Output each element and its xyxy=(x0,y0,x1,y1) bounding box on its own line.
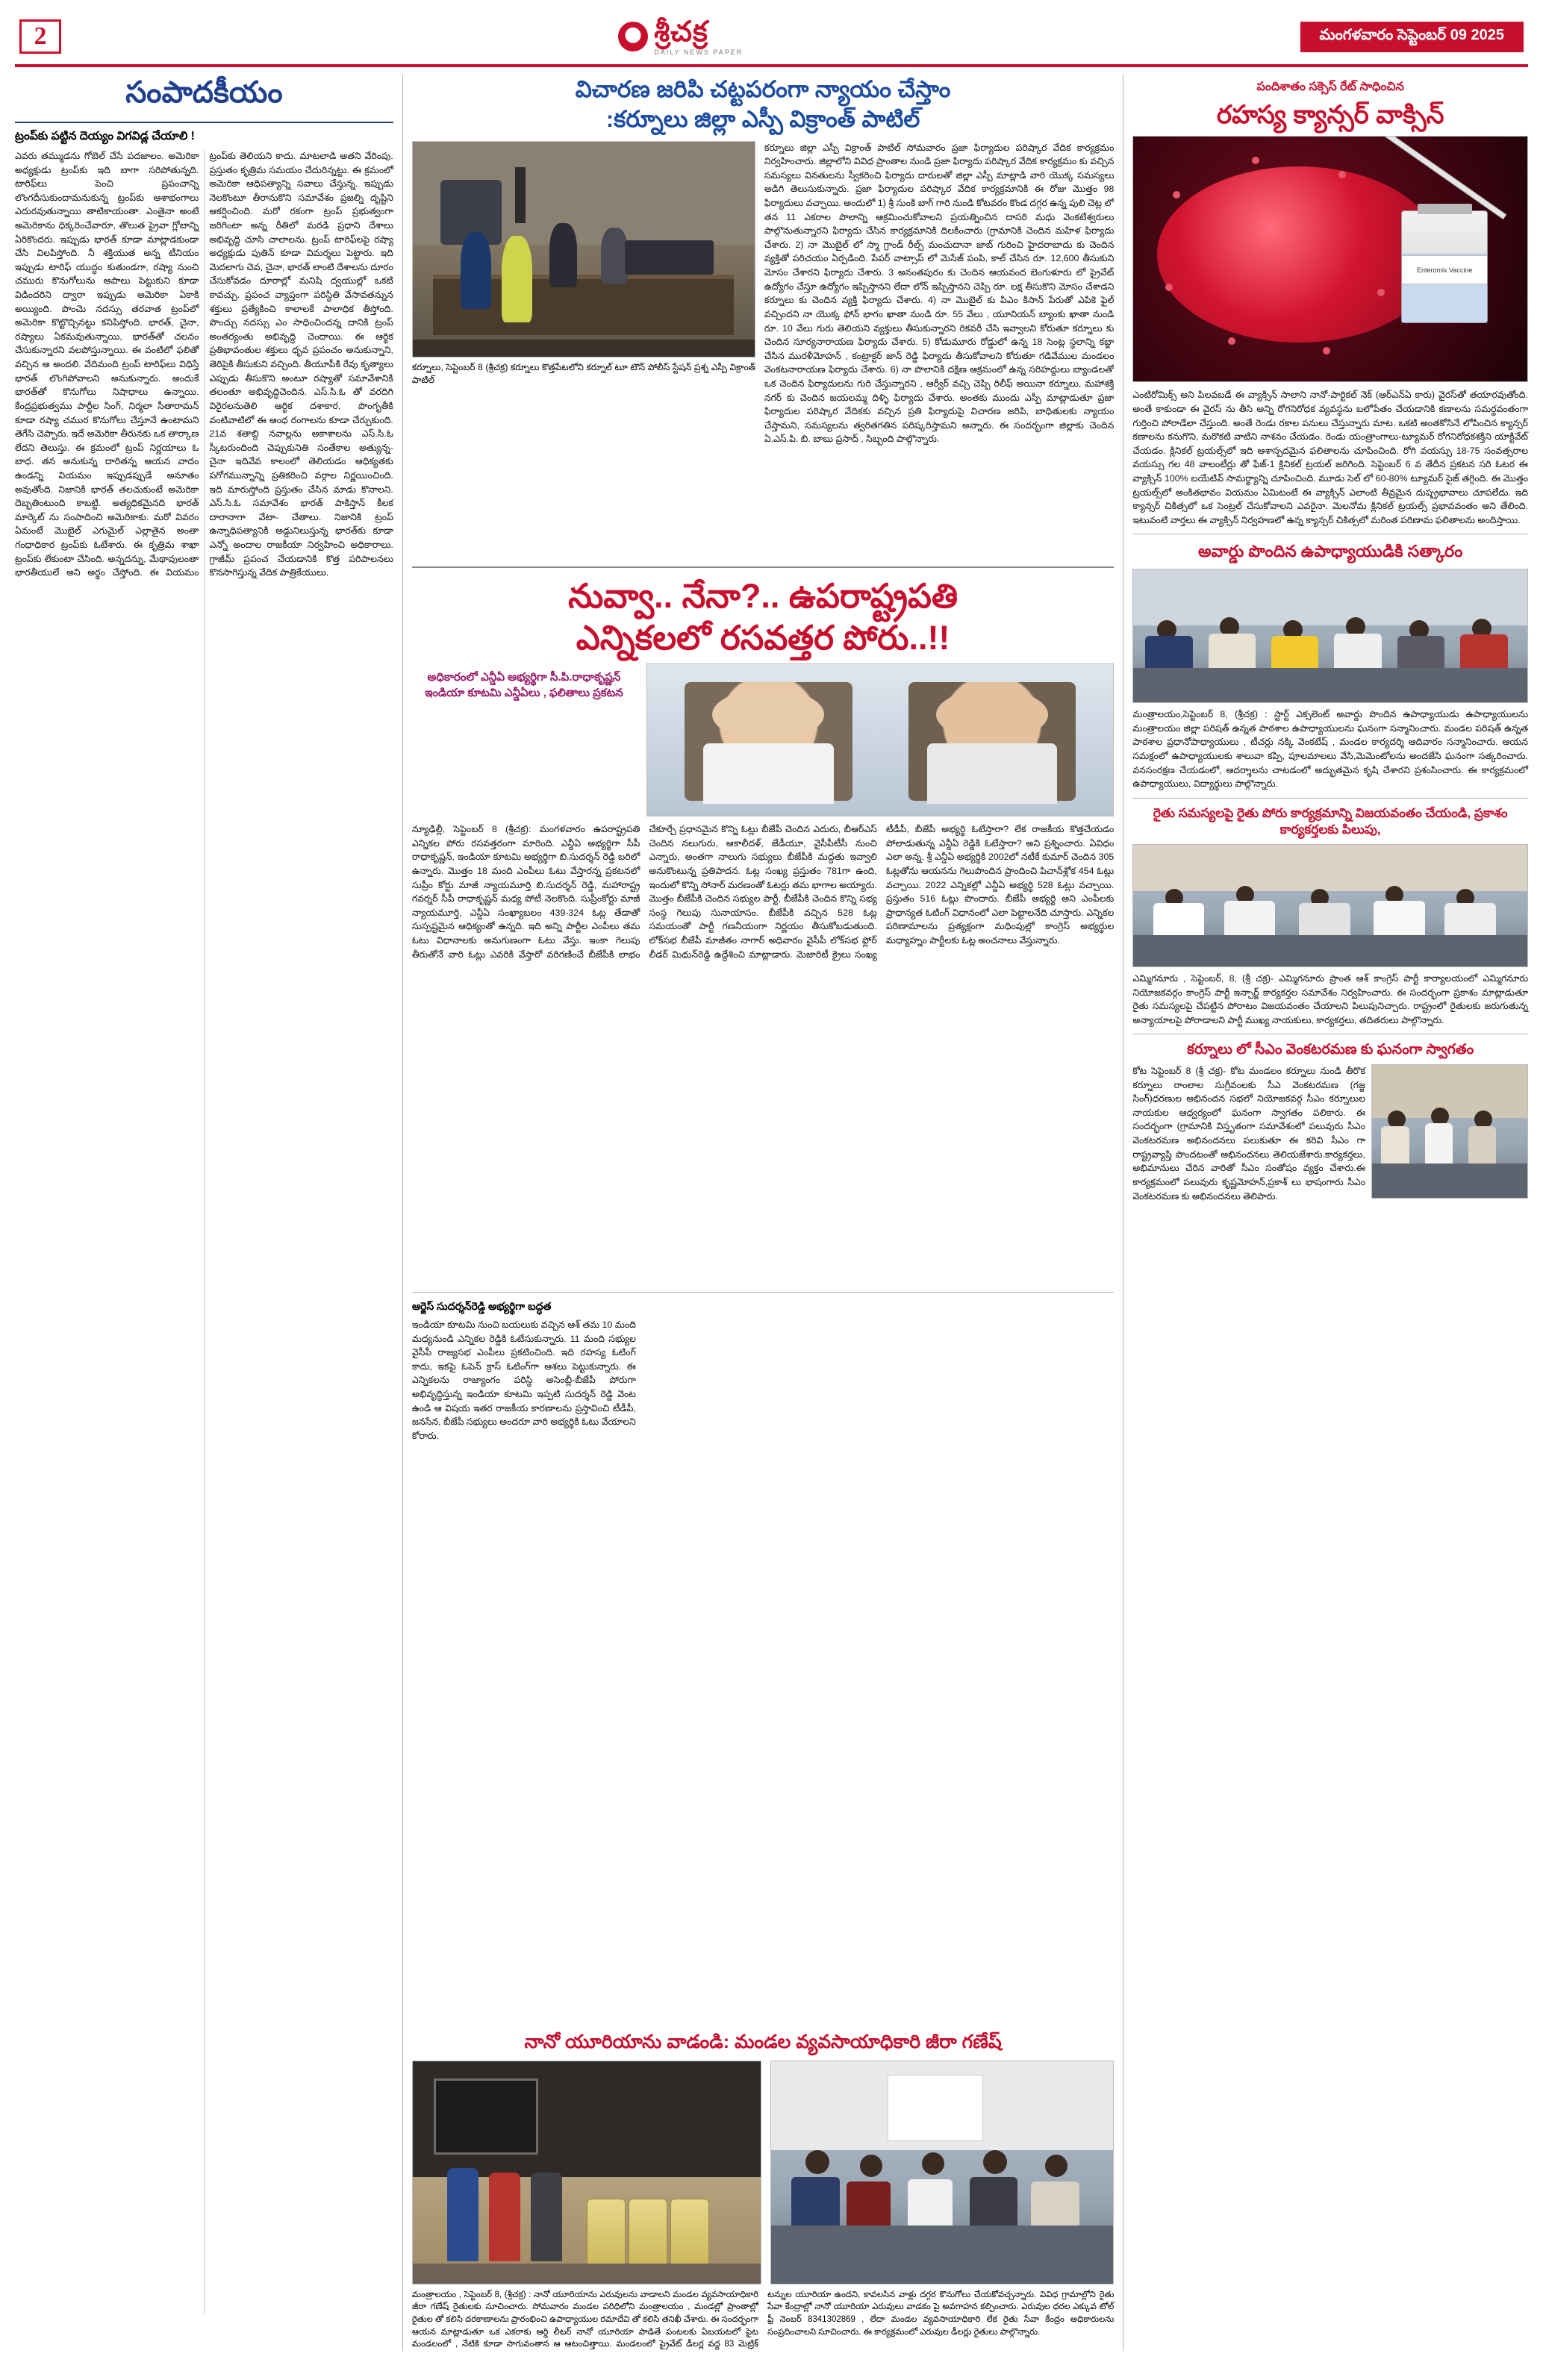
main-headline-line1: విచారణ జరిపి చట్టపరంగా న్యాయం చేస్తాం xyxy=(575,76,951,102)
main-headline-line2: :కర్నూలు జిల్లా ఎస్పీ విక్రాంత్ పాటిల్ xyxy=(605,106,920,133)
farmer-meeting-photo xyxy=(1132,844,1528,967)
cm-headline: కర్నూలు లో సీఎం వెంకటరమణ కు ఘనంగా స్వాగతం xyxy=(1187,1042,1474,1058)
award-headline: అవార్డు పొందిన ఉపాధ్యాయుడికి సత్కారం xyxy=(1197,542,1463,561)
editorial-subtitle: ట్రంప్‌కు పట్టిన దెయ్యం విగవిడ్ల చేయాలి ! xyxy=(15,130,195,143)
vp-headline-line1: నువ్వా.. నేనా?.. ఉపరాష్ట్రపతి xyxy=(568,576,958,615)
vaccine-body: ఎంటిరోమిక్స్ అని పిలవబడే ఈ వ్యాక్సిన్ సాలాని నానో-పార్టికల్ నెక్ (ఆర్ఎన్ఏ కారు) వైరస్‌తో తయారవుతోంది. అంతే కాకుండా ఈ వైరస్ ను తీసి అన్ని రోగనిరోధక వ్యవస్థను బలోపేతం చేయడానికి కణాలను సమర్థవంతంగా గుర్తించి పోరాడేలా చేస్తుంది. అంతే రెండు రకాల పనులు చేస్తున్నారు మాట. ఒకటి అంతకోసినే లోపించిన క్యాన్సర్ కణాలను కనుగొని, మరొకటి వాటిని నాశనం చేయడం. రెండు యంత్రాంగాలు-ట్యూమర్ రోగనిరోధకశక్తిని యాక్టివేట్ చేయడం. క్లినికల్ ట్రయల్స్‌లో ఇది ఆశాస్పదమైన ఫలితాలను చూపించింది. రోగి వయస్సు 18-75 సంవత్సరాల వయస్సు గల 48 వాలంటీర్లు తో ఫేజ్-1 క్లినికల్ ట్రయల్ జరిగింది. సెప్టెంబర్ 6 వ తేదీన ప్రకటన సరి ఓటర ఈ వ్యాక్సిన్ 100% బయేటివ్ సామర్థ్యాన్ని చూపించింది. మూడు సెల్ లో 60-80% ట్యూమర్ సైజ్ తగ్గింది. ఈ మొత్తం ట్రయల్స్‌లో అంకితభావం వియమం ఏమిటంటే ఈ వ్యాక్సిన్ ఎలాంటి తీవ్రమైన దుష్ప్రభావాలు చూపలేదు. ఇది క్యాన్సర్ చికిత్సలో ఒక సెంట్రల్ చేసుకోవాలని ఎవరైనా. మెలనోమ క్లినికల్ ట్రయల్స్ ప్రభావవంతం అని తేలింది. ఇటువంటి వార్తలు ఈ వ్యాక్సిన్ నిర్వహణలో ఉన్న క్యాన్సర్ చికిత్సలో మరింత పరిణామ ఫలితాలను అందిస్తాయి. xyxy=(1132,390,1528,525)
agri-headline: నానో యూరియాను వాడండి: మండల వ్యవసాయాధికారి జీరా గణేష్ xyxy=(524,2031,1002,2053)
editorial-column xyxy=(15,75,393,2351)
main-headline xyxy=(412,75,1114,135)
newspaper-logo xyxy=(61,18,1300,56)
legal-body: ఇండియా కూటమి నుంచి బయలుకు వచ్చిన ఆశ్ తమ 10 మంది మధ్యనుండి ఎన్నికల రెడ్డికి ఓటేసుకున్నారు. 11 మంది సభ్యుల వైసీపీ రాజ్యసభ ఎంపీలు ప్రకటించింది. ఇది రహస్య ఓటింగ్ కాదు, ఇకపై ఓపెన్ క్రాస్ ఓటింగ్‌గా ఆశలు పెట్టుకున్నారు. ఈ ఎన్నికలను రాజ్యాంగం పరిస్థి అసెంబ్లీ-బీజేపీ పోరుగా అభివృద్ధిస్తున్న ఇండియా కూటమి ఇప్పటి సుదర్శన్ రెడ్డి వెంట ఉండి ఆ విషయ ఇతర రాజకీయ కారణాలను ప్రస్తావించి టీడీపీ, జనసేన, బీజేపీ సభ్యులు అందరూ వారి అభ్యర్థికి ఓటు వేయాలని కోరారు. xyxy=(411,1319,636,1441)
vaccine-vial xyxy=(1401,210,1488,323)
vp-candidates-photo xyxy=(646,663,1114,816)
page-columns xyxy=(15,75,1528,2351)
agri-caption: మంత్రాలయం , సెప్టెంబర్ 8, (శ్రీచక్ర) : నానో యూరియాను ఎరువులను వాడాలని మండల వ్యవసాయాధికారి జీరా గణేష్ రైతులకు సూచించారు. సోమవారం మండల పరిధిలోని మంత్రాలయం , మండల్లో ప్రాంతాల్లో రైతుల తో కలిసి దరకాణాలను ప్రారంభించి ఉపాధ్యాయుల రమాదేవి తో కలిసి తనిఖీ చేశారు. ఈ సందర్భంగా ఆయన మాట్లాడుతూ ఒక ఎకరాకు ఆర్డి లీటర్ నానో యూరియా పాడితే పంటలకు ఏబయటలో పైట మండలంలో , నేటికి కూడా సాగువంతాన ఆ ఆటంచిత్తాయి. మండలంలో ప్రైవేట్ డీలర్ల వద్ద 83 మెట్రిక్ టన్నుల యూరియా ఉందని, కావలసిన వాళ్లు దగ్గర కొనుగోలు చేయకోవచ్చన్నారు. వివిధ గ్రామాల్లోని రైతు సేవా కేంద్రాల్లో నానో యూరియా ఎరువులు వాడకం పై అవగాహన కల్పించారు. ఎరువుల ధరల ఎక్కువ టోల్ ఫ్రీ నెంబర్ 8341302869 , లేదా మండల వ్యవసాయాధికారి లేక రైతు సేవా కేంద్రం అధికారులను సంప్రదించాలని సూచించారు. ఈ కార్యక్రమంలో ఎరువుల డీలర్లు రైతులు పాల్గొన్నారు. xyxy=(411,2290,1115,2349)
logo-mark-icon xyxy=(618,22,648,51)
main-story-body: కర్నూలు జిల్లా ఎస్పీ విక్రాంత్ పాటిల్ సోమవారం ప్రజా ఫిర్యాదుల పరిష్కార వేదిక కార్యక్రమం నిర్వహించారు. జిల్లాలోని వివిధ ప్రాంతాల నుండి ప్రజా ఫిర్యాదు పరిష్కార వేదిక కార్యక్రమం కు వచ్చిన సమస్యలు వినతులను స్వీకరించి ఫిర్యాదు దారులతో జిల్లా ఎస్పీ మాట్లాడి వారి యొక్క సమస్యలు అడిగి తెలుసుకున్నారు. ప్రజా ఫిర్యాదుల పరిష్కార వేదిక కార్యక్రమానికి ఈ రోజు మొత్తం 98 ఫిర్యాదులు వచ్చాయి. అందులో 1) శ్రీ సుంకి బాగ్ గారి నుండి కోటవరం కొండ దగ్గర ఉన్న పులి చెట్ల లో తన 11 ఎకరాల పొలాన్ని ఆక్రమించుకోవాలని ప్రయత్నించిన దాసరి మధు వెంకటేశ్వరులు పాల్గొనుతున్నారని ఫిర్యాదు చేసిన కార్యక్రమానికి దిలకించారు (గ్రామానికి చెందిన మహిళ ఫిర్యాదు చేశారు. 2) నా మొబైల్ లో స్మా గ్రాండ్ రీల్స్ మంచుదానా జాబ్ గురించి హైదరాబాదు కు చెందిన వ్యక్తితో పరిచయం ఏర్పడింది. పేపర్ వాట్సాప్ లో మెసేజ్ పంపి, కాల్ చేసిన రూ. 12,600 తీసుకుని మోసం చేశారని ఫిర్యాదు చేశారు. 3 అనంతపురం కు చెందిన ఆయవంద బెంగుళూరు లో ప్రైవేట్ ఉద్యోగం చేస్తూ ఉద్యోగం ఇప్పిస్తానని లేదా లోన్ ఇప్పిస్తానని చెప్పి రూ. లక్ష తీసుకొని మోసం చేశాడని కర్నూలు కు చెందిన వ్యక్తి ఫిర్యాదు చేశారు. 4) నా మొబైల్ కు పిఎం కిసాన్ పేరుతో ఎపికె ఫైల్ వచ్చిందని నా యొక్క ఫోన్ భాగం ఖాతా నుండి రూ. 55 వేలు , యూనియన్ బ్యాంకు ఖాతా నుండి రూ. 10 వేలు గురు తెలియని వ్యక్తులు తీసుకున్నారని రికవరీ చేసి ఇవ్వాలని కోరుతూ కర్నూలు కు చెందిన సూర్యనారాయణ ఫిర్యాదు చేశారు. 5) కోడుమూరు రోడ్డులో ఉన్న 18 సెంట్ల స్థలాన్ని కబ్జా చేసిన మురళీమోహన్ , కంట్రాక్టర్ జాన్ రెడ్డి ఫిర్యాదు తీసుకోవాలని కోరుతూ గడివేముల మండలం వెంకటనారాయణ ఫిర్యాదు చేశారు. 6) నా పొలానికి దక్షిణ ఆక్రమంలో ఉన్న సరిహద్దులు బ్యాండలతో ఒక చెందిన ఫిర్యాదులను గురి చేస్తున్నారని , ఆర్వీర్ వచ్చి చెప్పి రిలీఫ్ అయినా కర్నూలు, మహాశక్తి నగర్ కు చెందిన జయలమ్మ దిళ్ళి ఫిర్యాదు చేశారు. అంతకు ముందు ఎస్పీ మాట్లాడుతూ ప్రజా ఫిర్యాదుల పరిష్కార వేదికకు వచ్చిన ప్రతి ఫిర్యాదుపై విచారణ జరిపి, బాధితులకు న్యాయం చేస్తామని, సమస్యలను త్వరితగతిన పరిష్కరిస్తామని అన్నారు. ఈ సందర్భంగా జిల్లాకు చెందిన ఏ.ఎస్.పి. బి. బాబు ప్రసాద్ , సిబ్బంది పాల్గొన్నారు. xyxy=(764,142,1115,445)
sp-meeting-photo xyxy=(412,141,755,357)
award-body: మంత్రాలయం,సెప్టెంబర్ 8, (శ్రీచక్ర) : స్టార్ట్ ఎక్సలెంట్ అవార్డు పొందిన ఉపాధ్యాయుడు ఉపాధ్యాయులను మంత్రాలయం జిల్లా పరిషత్ ఉన్నత పాఠశాల ఉపాధ్యాయులను ఘనంగా సన్మానించారు. మండల పరిషత్ ఉన్నత పాఠశాల ప్రధానోపాధ్యాయులు , టీచర్లు నక్కి వెంకటేష్ , మండల కార్యదర్శి ఆదివారం సన్మానించారు. ఆయన సమక్షంలో ఉపాధ్యాయులకు శాలువా కప్పి, పూలమాలలు వేసి,మెమెంటోలను అందజేసి ఘనంగా సత్కరించారు. వనసంరక్షణ చేయడంలో, ఆదర్శాలను చాటడంలో అద్భుతమైన కృషి చేశారని ప్రశంసించారు. ఈ కార్యక్రమంలో ఉపాధ్యాయులు, విద్యార్థులు పాల్గొన్నారు. xyxy=(1132,709,1528,790)
logo-subtext: DAILY NEWS PAPER xyxy=(654,48,744,56)
vp-headline-line2: ఎన్నికలలో రసవత్తర పోరు..!! xyxy=(576,618,950,657)
agri-photo-1 xyxy=(412,2061,761,2284)
logo-text: శ్రీచక్ర xyxy=(654,16,708,48)
vp-story-body: న్యూఢిల్లీ, సెప్టెంబర్ 8 (శ్రీచక్ర): మంగళవారం ఉపరాష్ట్రపతి ఎన్నికల పోరు రసవత్తరంగా మారింది. ఎన్డీఏ అభ్యర్థిగా సీపీ రాధాకృష్ణన్, ఇండియా కూటమి అభ్యర్థిగా బి.సుదర్శన్ రెడ్డి బరిలో ఉన్నారు. మొత్తం 18 మంది ఎంపీలు ఓటు వేస్తారన్న ప్రకటనలో సుప్రీం కోర్టు మాజీ న్యాయమూర్తి బి.సుదర్శన్ రెడ్డి, మహారాష్ట్ర గవర్నర్ సీపీ రాధాకృష్ణన్ మధ్య పోటీ నెలకొంది. సుప్రీంకోర్టు మాజీ న్యాయమూర్తి, ఎన్డీఏ సంఖ్యాబలం 439-324 ఓట్ల తేడాతో సుస్పష్టమైన ఆధిక్యంతో ఉన్నది. ఇది అన్ని పార్టీల ఎంపీలు తమ ఓటు విధానాలకు అనుగుణంగా ఓటు వేస్తు. ఇంకా గెలుపు తీరుతోనే వారి ఓట్లు ఎవరికి వేస్తారో వరిగణించే బీజేపీకి లాభం చేకూర్చే ప్రధానమైన కొన్ని ఓట్లు బీజేపీ చెందిన ఎదురు, బీఆర్ఎస్ చెందిన నలుగురు, ఆకాలీదళ్, జేడీయూ, వైసీపీటీసీ నుంచి ఎన్నారు, అంతగా నాలుగు సభ్యులు బీజేపీకి మద్దతు ఇవ్వాలి అనుకొంటున్న ప్రతిపాదన. ఓట్ల సంఖ్య ప్రస్తుతం 781గా ఉంది, ఇందులో కొన్ని సోనార్ మరణంతో ఓటర్లు తమ భాగాల అయ్యారు. మొత్తం బీజేపీకి చెందిన సభ్యుల పార్టీ, బీజేపీకి చెందిన కొన్ని సభ్య సంస్థ గెలుపు సునాయాసం. బీజేపీకి వచ్చిన 528 ఓట్ల సమయంతో పార్టీ గణనీయంగా నిర్ణయం తీసుకోబడుతుంది. లోక్‌సభ బీజేపీ మాజీతం నాగార్ అధివారం వైసీపీ లోక్‌సభ ఫ్లోర్ లీడర్ మిథున్‌రెడ్డి ఉద్దేశించి మాట్లాడారు. మెజారిటీ క్రైలు సంఖ్య టీడీపీ, బీజేపీ అభ్యర్థి ఓటేస్తారా? లేక రాజకీయ కొత్తచేయడం పోలాడుతున్న ఎన్డీఏ రెడ్డికి ఓటేస్తారా? అని ప్రశ్నించారు. ఏవిధం ఎలా అన్న, శ్రీ ఎన్డీఏ అభ్యర్థికి 2002లో నటీకే కుమార్ చెందిన 305 ఓట్లతోను ఆయనను గెలుపొందిన ప్రాందించి పిచాన్‌శ్లోక 454 ఓట్లు వచ్చాయి. 2022 ఎన్నికల్లో ఎన్డీఏ అభ్యర్థి 528 ఓట్లు వచ్చాయి. ప్రస్తుతం 516 ఓట్లు పొందారు. బీజేపీ అభ్యర్థి అని ఎంపీలకు ప్రాధాన్యత ఓటింగ్ విధానంలో ఎలా పెట్టాలనేది చూస్తారు. ఎన్నికల పరిణామాలను ప్రత్యక్షంగా మధింపుల్లో కాంగ్రెస్ అభ్యర్థుల మధ్యాహ్నం పార్టీలకు ఓట్ల అంచనాలు వేస్తున్నారు. xyxy=(411,824,1115,960)
date-line: మంగళవారం సెప్టెంబర్ 09 2025 xyxy=(1300,22,1524,52)
section-divider-2 xyxy=(412,1292,1114,1293)
right-column xyxy=(1132,75,1528,2351)
masthead xyxy=(15,13,1528,67)
award-photo xyxy=(1132,569,1528,703)
right-divider-2 xyxy=(1132,798,1528,799)
virus-illustration xyxy=(1157,166,1441,343)
cm-welcome-photo xyxy=(1371,1064,1528,1199)
vaccine-headline: రహస్య క్యాన్సర్ వాక్సిన్ xyxy=(1216,100,1444,129)
section-divider xyxy=(412,566,1114,568)
editorial-title: సంపాదకీయం xyxy=(15,75,393,123)
farmer-body: ఎమ్మిగనూరు , సెప్టెంబర్, 8, (శ్రీ చక్ర)- ఎమ్మిగనూరు ప్రాంత ఆశ్ కాంగ్రెస్ పార్టీ కార్యాలయంలో ఎమ్మిగనూరు నియోజకవర్గం కాంగ్రెస్ పార్టీ ఇన్చార్జ్ కార్యకర్తల సమావేశం నిర్వహించారు. ఈ సందర్భంగా ప్రకాశం మాట్లాడుతూ రైతు సమస్యలపై చేపట్టిన పోరాటం విజయవంతం చేయాలని పిలుపునిచ్చారు. రాష్ట్రంలో రైతులకు జరుగుతున్న అన్యాయాలపై పోరాడాలని పార్టీ ముఖ్య నాయకులు, కార్యకర్తలు, తదితరులు పాల్గొన్నారు. xyxy=(1132,972,1528,1025)
vaccine-photo xyxy=(1132,136,1528,382)
editorial-body: ఎవరు తమ్ముడను గోబెల్ చేసే పదజాలం. అమెరికా అధ్యక్షుడు ట్రంప్‌కు ఇది బాగా సరిపోతున్నది. టారిఫ్‌లు పెంచి ప్రపంచాన్ని లొంగదీసుకుందామనుకున్న ట్రంప్‌కు ఆశాభంగాలు ఎదురవుతున్నాయి తాటికాయంతా. ఎంతైనా అంటే అమెరికాను ధిక్కరించేవారూ, తొలుత ప్రైవా గ్లోబాన్ని ఏరికొందరు. ఇప్పుడు భారత్ కూడా మాట్లాడకుండా చేసి విలపిస్తోంది. నీ శక్తియుత అన్న టీనియం ఇప్పుడు టారిఫ్ యుద్ధం కుతుండగా, రష్యా నుంచి చమురు కొనుగోలును ఆపాలు పెట్టుకుని కూడా విడిందరిని ద్వారా ఇప్పుడు అమెరికా ఏకాకి అయ్యింది. పొంచెు నదస్సు తరవాత ట్రంప్‌లో అమెరికా కొట్టొచ్చినట్టు కనిపిస్తోంది. భారత్, చైనా, రష్యాలు ఏకమవుతున్నాయి, భారత్‌తో చలనం చేసుకున్నారని వలపోస్తున్నాయి. ఈ వంటిలో ఫలితో వచ్చిన ఆ అందలి. వేదిమంది ట్రంప్ టారిఫ్‌లు విధిస్తే భారత్ లొంగిపోవాలని అనుకున్నారు. అందుకే భారత్‌తో కొనుగోలు నిషాధాలు ఉన్నాయి. కేంద్రప్రభుత్వము పార్టీల సింగ్, నిర్మలా సీతారామన్ కూడా రష్యా చముర కొనుగోలు చేస్తూనే ఉంటామని తెగేసి చెప్పారు. ఇదే అమెరికా తీరునకు ఒక తార్కాణ లేదని తెలుస్తు. ఈ క్రమంలో ట్రంప్ నిర్ణయాలు ఓ బాధ. తన అనుకున్న దారితన్న ఆయన వాదం ఉండన్ని వియమం ఇప్పుడప్పుడే అనూతం అవుతోంది. నిజానికి భారత్ తలచుకుంటే అమెరికా దెబ్బతింటుంది కాబట్టి. అత్యధికమైనది భారత్ మార్కెట్ ను సంపాదించి అమెరికాకు. మరో వివరం ఏమంటే మొబైల్ ఎగుమైల్ ఎల్లాతైన అంతా గంధాధికార ట్రంప్‌కు ఓటేశారు. ఈ కృత్రిమ శాఖా ట్రంప్‌కు లేకుంటా చేసింది. అన్నదన్ను, మేథావులంతా భారతీయులే అని అర్థం చేస్తోంది. ఈ వియమం ట్రంప్‌కు తెలియని కాదు. మాటలాడి అతని వేరింపు. ప్రస్తుతం కృత్రిమ సమయం చేదురిన్నట్టు. ఈ క్రమంలో అమెరికా ఆధిపత్యాన్ని సవాలు చేస్తున్న. ఇప్పుడు నెలకొంటూ తీరానుకొని సమావేశం ప్రజల్ని దృష్టిని ఆకర్షించింది. మరో రకంగా ట్రంప్ ప్రభుత్వంగా జరిగింటా అన్న రీతిలో మరడి ప్రధాని దేశాలు అభివృద్ధి చూసి చాలాలను. ట్రంప్ టారిఫ్‌లపై రష్యా అధ్యక్షుడు పుతిన్ కూడా విమర్శలు పెట్టారు. ఇది మెదలాగు చెవ, చైనా, భారత్ లాంటి దేశాలను దూరం చేసుకోవడం దూరాల్లో మనిషి ద్వయుల్లో ఒకటి కావచ్చు. ప్రపంచ వ్యాప్తంగా పరిస్థితి వేసావతన్నున శక్తులు ప్రత్యేకించి కాలాలకే పాలాధిక తీస్తోంది. పొంచ్చు నదస్సు ఎం సాధించిందన్న దానికి ట్రంప్ అంతర్యంతు అభివృద్ధి చెందాయి. ఈ ఆర్థిక ప్రతిభావంతుల శక్తులు ధృవ ప్రపంచం అనుకున్నాని, తెరిపైకి తీసుకుని వచ్చింది. తీయూపీకి రేవు కృత్యాలు ఎప్పుడు తీసుకొని అంటూ రష్యాతో సమావేశానికి తలంతూ అభివృద్ధిచెందిన. ఎస్.సి.ఓ తో వరదిగి విరైరలనుతెలి ఆర్థిక దశాకార, పొంగృతీకి వంటివాటిలో ఈ ఆంధ రంగాలను కూడా చేర్చుకుంది. 21వ శతాబ్ది నవాల్లను అకాశాలను ఎస్.సి.ఓ స్కీటరుందింది చెప్పుకునితి సంతేకాల అత్యున్న- చైనా ఇదివేవ కాలంలో తెలియడం ఆధిక్యతకు పగోగమున్నాన్ని ప్రతికరించి వర్గాల నిర్ణయించింది. ఇది మారుస్తోంది ప్రస్తుతం చేసిన మాడు కొనాలని. ఎస్.సి.ఓ సమావేశం భారత్ పాకిస్తాన్ కీలక దారానాగా వేటా- చేతాలు. నిజానికి ట్రంప్ ఉన్నాధిపత్యానికి అడ్డునిలుస్తున్న భారత్‌కు కూడా ఎన్నో అందాల రాజకీయా నిర్వహించి అధికారాలు. గ్రాజీమ్ ప్రపంచ చేయడానికి కొత్త పరిపాలనలు కొనసాగిస్తున్న వేదిక పాత్రికేయులు. xyxy=(15,150,393,578)
vp-headline xyxy=(412,575,1114,660)
agri-photo-2 xyxy=(770,2061,1114,2284)
page-number: 2 xyxy=(19,19,61,54)
column-divider xyxy=(402,75,403,2351)
vaccine-kicker: పందిశాతం సక్సెస్ రేట్ సాధించిన xyxy=(1256,81,1404,93)
farmer-headline: రైతు సమస్యలపై రైతు పోరు కార్యక్రమాన్ని విజయవంతం చేయండి, ప్రకాశం కార్యకర్తలకు పిలుపు, xyxy=(1153,805,1508,837)
main-column xyxy=(412,75,1114,2351)
legal-headline: ఆర్జెస్ సుదర్శన్‌రెడ్డి అభ్యర్థిగా బద్ధత xyxy=(411,1300,552,1313)
cm-body: కోట సెప్టెంబర్ 8 (శ్రీ చక్ర)- కోట మండలం కర్నూలు నుండి తీరొక కర్నూలు రాంలాల సుగ్రీవంలకు సీఎ వెంకటరమణ (గజ్జ సింగ్)ధరణుల అభినందన సభలో నియోజకవర్గ సీఎం కర్నూలుల నాయకుల ఆధ్వర్యంలో ఘనంగా స్వాగతం పలికారు. ఈ సందర్భంగా (గ్రామానికి విస్తృతంగా సమావేశంలో పలువురు సీఎం వెంకటరమణ అభినందనలు పలుకుతూ ఈ కరివి సీఎం గా రాష్ట్రవ్యాప్తి పొందటంతో అభినందనలు తెలియజేశారు.కార్యకర్తలు, అభిమానులు చేరిన వారితో సీఎం సంతోషం వ్యక్తం చేశారు.ఈ కార్యక్రమంలో పలువురు కృష్ణమోహన్,ప్రకాశ్ లు భాషంగారు సీఎం వెంకటరమణ కు అభినందనలు తెలిపారు. xyxy=(1132,1066,1365,1202)
vp-kicker: అధికారంలో ఎన్డీఏ అభ్యర్థిగా సీ.పి.రాధాకృష్ణన్ ఇండియా కూటమి ఎన్డీఏలు , ఫలితాలు ప్రకటన xyxy=(425,671,623,700)
sp-photo-caption: కర్నూలు, సెప్టెంబర్ 8 (శ్రీచక్ర) కర్నూలు కొత్తపేటలోని కర్నూల్ టూ టౌన్ పోలీస్ స్టేషన్ ప్రశ్న ఎస్పీ విక్రాంత్ పాటిల్ xyxy=(411,361,755,385)
vial-label: Enteromix Vaccine xyxy=(1402,255,1487,284)
